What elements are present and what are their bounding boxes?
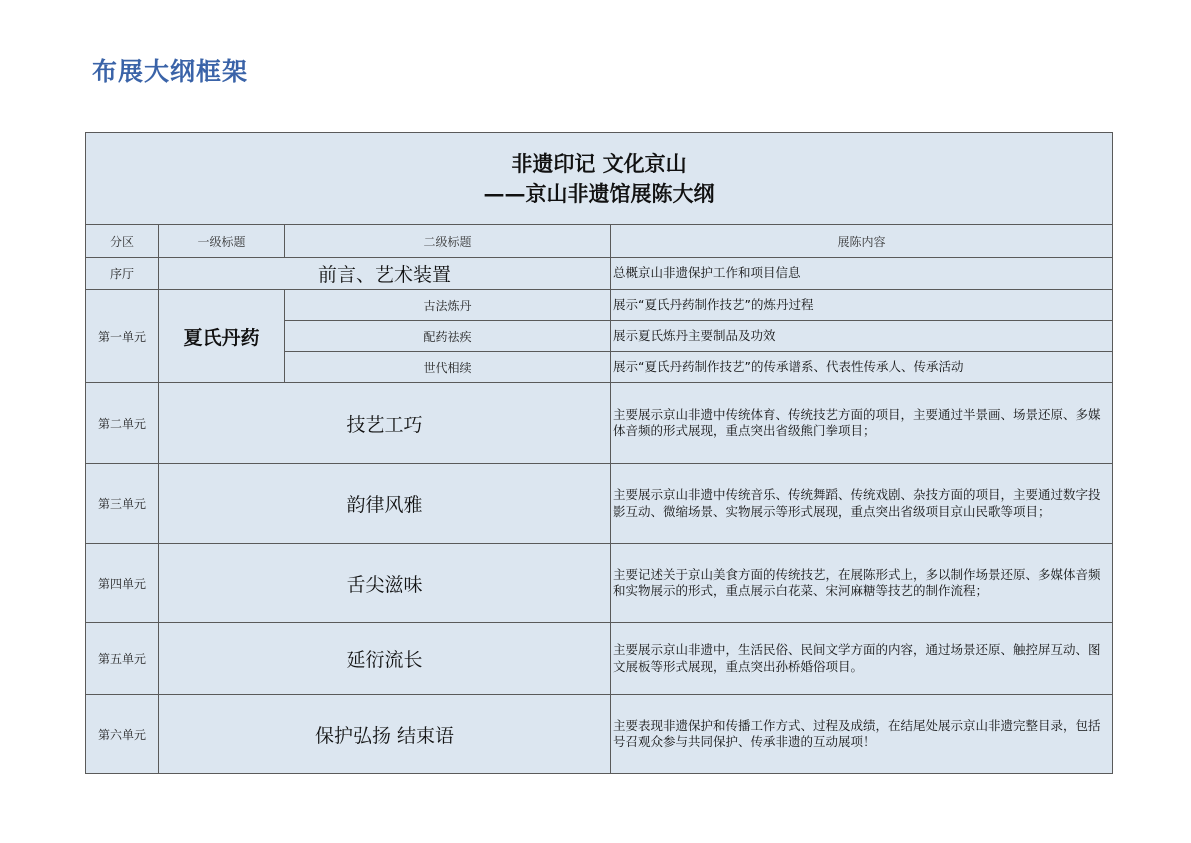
- exhibition-outline-table: [85, 132, 1113, 774]
- level1-cell: 延衍流长: [159, 623, 611, 695]
- level1-cell: 舌尖滋味: [159, 544, 611, 623]
- zone-cell: 第六单元: [86, 695, 159, 774]
- level1-cell: 前言、艺术装置: [159, 258, 611, 290]
- zone-cell: 第一单元: [86, 290, 159, 383]
- level1-cell: 保护弘扬 结束语: [159, 695, 611, 774]
- zone-cell: 第五单元: [86, 623, 159, 695]
- level1-cell: 夏氏丹药: [159, 290, 285, 383]
- table-row-unit4: [86, 544, 1113, 623]
- level1-cell: 韵律风雅: [159, 464, 611, 544]
- level2-cell: 世代相续: [285, 352, 611, 383]
- content-cell: 主要记述关于京山美食方面的传统技艺，在展陈形式上，多以制作场景还原、多媒体音频和实物展示的形式，重点展示白花菜、宋河麻糖等技艺的制作流程；: [611, 544, 1113, 623]
- content-cell: 总概京山非遗保护工作和项目信息: [611, 258, 1113, 290]
- zone-cell: 第四单元: [86, 544, 159, 623]
- table-row-unit5: [86, 623, 1113, 695]
- content-cell: 展示夏氏炼丹主要制品及功效: [611, 321, 1113, 352]
- content-cell: 主要展示京山非遗中传统音乐、传统舞蹈、传统戏剧、杂技方面的项目，主要通过数字投影互动、微缩场景、实物展示等形式展现，重点突出省级项目京山民歌等项目；: [611, 464, 1113, 544]
- content-cell: 主要展示京山非遗中，生活民俗、民间文学方面的内容，通过场景还原、触控屏互动、图文展板等形式展现，重点突出孙桥婚俗项目。: [611, 623, 1113, 695]
- content-cell: 主要表现非遗保护和传播工作方式、过程及成绩，在结尾处展示京山非遗完整目录，包括号召观众参与共同保护、传承非遗的互动展项！: [611, 695, 1113, 774]
- table-row-prelude: [86, 258, 1113, 290]
- column-header-level2: 二级标题: [285, 225, 611, 258]
- column-header-content: 展陈内容: [611, 225, 1113, 258]
- table-row-unit2: [86, 383, 1113, 464]
- content-cell: 主要展示京山非遗中传统体育、传统技艺方面的项目，主要通过半景画、场景还原、多媒体音频的形式展现，重点突出省级熊门拳项目；: [611, 383, 1113, 464]
- level2-cell: 配药祛疾: [285, 321, 611, 352]
- column-header-level1: 一级标题: [159, 225, 285, 258]
- content-cell: 展示“夏氏丹药制作技艺”的传承谱系、代表性传承人、传承活动: [611, 352, 1113, 383]
- column-header-zone: 分区: [86, 225, 159, 258]
- table-subtitle: ——京山非遗馆展陈大纲: [483, 180, 715, 206]
- table-row-unit1-a: [86, 290, 1113, 321]
- zone-cell: 序厅: [86, 258, 159, 290]
- column-header-row: [86, 225, 1113, 258]
- content-cell: 展示“夏氏丹药制作技艺”的炼丹过程: [611, 290, 1113, 321]
- table-title: 非遗印记 文化京山: [511, 150, 687, 176]
- table-row-unit3: [86, 464, 1113, 544]
- zone-cell: 第三单元: [86, 464, 159, 544]
- page-title: 布展大纲框架: [92, 57, 249, 86]
- level2-cell: 古法炼丹: [285, 290, 611, 321]
- level1-cell: 技艺工巧: [159, 383, 611, 464]
- table-title-cell: [86, 133, 1113, 225]
- zone-cell: 第二单元: [86, 383, 159, 464]
- table-row-unit6: [86, 695, 1113, 774]
